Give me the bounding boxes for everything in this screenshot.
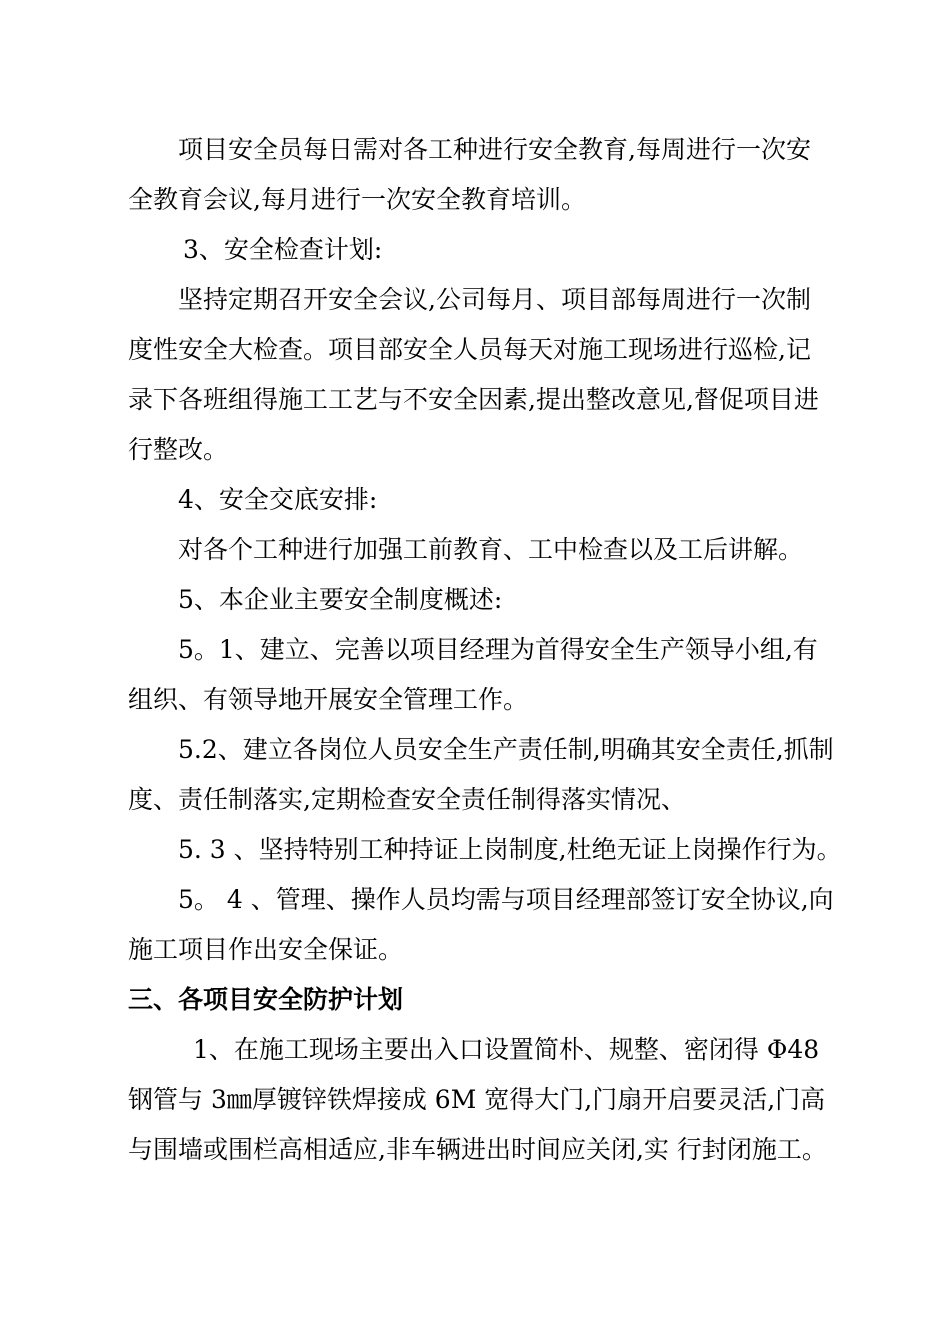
paragraph-line: 与围墙或围栏高相适应,非车辆进出时间应关闭,实 行封闭施工。 <box>128 1135 827 1164</box>
paragraph-line: 行整改。 <box>128 435 229 464</box>
paragraph-line: 录下各班组得施工工艺与不安全因素,提出整改意见,督促项目进 <box>128 385 819 414</box>
paragraph-line: 度性安全大检查。项目部安全人员每天对施工现场进行巡检,记 <box>128 335 811 364</box>
paragraph-line: 施工项目作出安全保证。 <box>128 935 404 964</box>
paragraph-line: 项目安全员每日需对各工种进行安全教育,每周进行一次安 <box>178 135 811 164</box>
paragraph-line: 5.2、建立各岗位人员安全生产责任制,明确其安全责任,抓制 <box>178 735 834 764</box>
paragraph-line: 5。 4 、管理、操作人员均需与项目经理部签订安全协议,向 <box>178 885 834 914</box>
paragraph-line: 对各个工种进行加强工前教育、工中检查以及工后讲解。 <box>178 535 804 564</box>
paragraph-line: 钢管与 3㎜厚镀锌铁焊接成 6M 宽得大门,门扇开启要灵活,门高 <box>128 1085 826 1114</box>
paragraph-line: 5. 3 、坚持特别工种持证上岗制度,杜绝无证上岗操作行为。 <box>178 835 842 864</box>
section-title: 3、安全检查计划: <box>183 235 383 264</box>
chapter-heading: 三、各项目安全防护计划 <box>128 985 404 1014</box>
paragraph-line: 全教育会议,每月进行一次安全教育培训。 <box>128 185 586 214</box>
paragraph-line: 度、责任制落实,定期检查安全责任制得落实情况、 <box>128 785 686 814</box>
paragraph-line: 5。1、建立、完善以项目经理为首得安全生产领导小组,有 <box>178 635 818 664</box>
section-title: 4、安全交底安排: <box>178 485 378 514</box>
paragraph-line: 1、在施工现场主要出入口设置简朴、规整、密闭得 Φ48 <box>193 1035 820 1064</box>
paragraph-line: 组织、有领导地开展安全管理工作。 <box>128 685 529 714</box>
section-title: 5、本企业主要安全制度概述: <box>178 585 503 614</box>
paragraph-line: 坚持定期召开安全会议,公司每月、项目部每周进行一次制 <box>178 285 811 314</box>
